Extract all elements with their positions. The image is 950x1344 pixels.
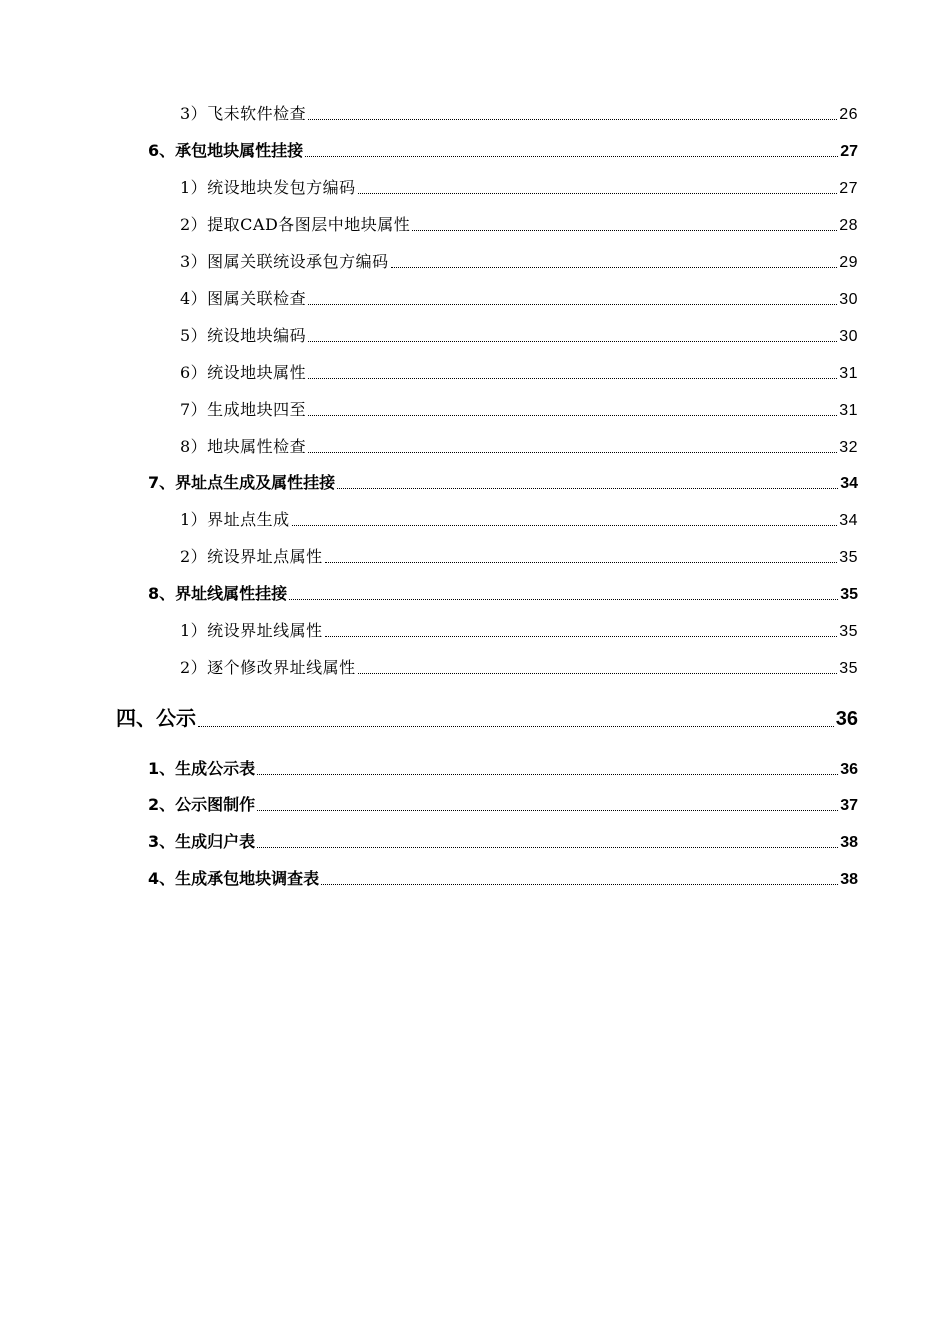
toc-entry[interactable]: [148, 756, 858, 779]
toc-entry-page: 38: [840, 834, 858, 851]
toc-entry-page: 35: [839, 623, 858, 640]
toc-entry-label: 3）图属关联统设承包方编码: [180, 252, 389, 271]
toc-entry[interactable]: [148, 581, 858, 604]
toc-entry-page: 34: [839, 512, 858, 529]
toc-entry-label: 4、生成承包地块调查表: [148, 869, 320, 888]
toc-entry-page: 30: [839, 328, 858, 345]
dot-leader: [257, 773, 838, 775]
toc-entry-page: 36: [840, 761, 858, 778]
toc-entry[interactable]: [180, 434, 858, 457]
toc-entry-page: 29: [839, 254, 858, 271]
toc-entry-label: 6）统设地块属性: [180, 363, 307, 382]
toc-entry[interactable]: [148, 866, 858, 889]
toc-entry-label: 四、公示: [116, 706, 196, 730]
toc-entry-page: 37: [840, 797, 858, 814]
toc-entry-label: 7、界址点生成及属性挂接: [148, 473, 336, 492]
toc-entry-label: 2）提取CAD各图层中地块属性: [180, 215, 411, 234]
toc-entry-page: 30: [839, 291, 858, 308]
toc-entry-page: 35: [840, 586, 858, 603]
toc-entry[interactable]: [180, 286, 858, 309]
dot-leader: [292, 524, 838, 526]
toc-entry-label: 1、生成公示表: [148, 759, 256, 778]
toc-entry-label: 1）统设界址线属性: [180, 621, 323, 640]
dot-leader: [412, 229, 837, 231]
dot-leader: [308, 303, 837, 305]
toc-entry-page: 26: [839, 106, 858, 123]
toc-entry-label: 4）图属关联检查: [180, 289, 307, 308]
toc-entry[interactable]: [180, 360, 858, 383]
toc-entry-label: 7）生成地块四至: [180, 400, 307, 419]
toc-entry-page: 35: [839, 660, 858, 677]
toc-entry[interactable]: [180, 618, 858, 641]
toc-entry[interactable]: [148, 829, 858, 852]
toc-entry-label: 1）统设地块发包方编码: [180, 178, 356, 197]
dot-leader: [257, 809, 838, 811]
toc-entry-page: 28: [839, 217, 858, 234]
toc-entry[interactable]: [180, 655, 858, 678]
toc-entry-page: 38: [840, 871, 858, 888]
toc-entry[interactable]: [180, 323, 858, 346]
toc-entry[interactable]: [180, 397, 858, 420]
dot-leader: [308, 414, 837, 416]
toc-entry-label: 5）统设地块编码: [180, 326, 307, 345]
toc-entry-page: 34: [840, 475, 858, 492]
dot-leader: [308, 451, 837, 453]
toc-entry-label: 3、生成归户表: [148, 832, 256, 851]
toc-entry-label: 8）地块属性检查: [180, 437, 307, 456]
toc-chapter-entry[interactable]: [116, 702, 858, 731]
toc-entry[interactable]: [148, 470, 858, 493]
toc-entry[interactable]: [180, 212, 858, 235]
dot-leader: [325, 561, 838, 563]
dot-leader: [198, 725, 834, 727]
toc-entry-label: 3）飞未软件检查: [180, 104, 307, 123]
dot-leader: [305, 155, 838, 157]
toc-entry-page: 27: [839, 180, 858, 197]
dot-leader: [325, 635, 838, 637]
toc-entry[interactable]: [148, 138, 858, 161]
toc-entry[interactable]: [180, 249, 858, 272]
toc-entry-label: 2）逐个修改界址线属性: [180, 658, 356, 677]
dot-leader: [358, 672, 838, 674]
dot-leader: [358, 192, 838, 194]
dot-leader: [308, 118, 837, 120]
dot-leader: [337, 487, 838, 489]
toc-entry[interactable]: [180, 544, 858, 567]
toc-entry-page: 31: [839, 365, 858, 382]
toc-entry-label: 1）界址点生成: [180, 510, 290, 529]
dot-leader: [257, 846, 838, 848]
dot-leader: [308, 340, 837, 342]
toc-entry-page: 31: [839, 402, 858, 419]
dot-leader: [321, 883, 838, 885]
dot-leader: [289, 598, 838, 600]
toc-entry-label: 2、公示图制作: [148, 795, 256, 814]
toc-entry-page: 32: [839, 439, 858, 456]
toc-entry-page: 27: [840, 143, 858, 160]
dot-leader: [391, 266, 838, 268]
toc-entry[interactable]: [180, 175, 858, 198]
toc-entry[interactable]: [180, 507, 858, 530]
toc-entry[interactable]: [148, 792, 858, 815]
toc-entry-label: 8、界址线属性挂接: [148, 584, 288, 603]
toc-entry-label: 6、承包地块属性挂接: [148, 141, 304, 160]
toc-entry-page: 36: [835, 708, 858, 730]
toc-entry-label: 2）统设界址点属性: [180, 547, 323, 566]
toc-entry-page: 35: [839, 549, 858, 566]
dot-leader: [308, 377, 837, 379]
toc-entry[interactable]: [180, 101, 858, 124]
